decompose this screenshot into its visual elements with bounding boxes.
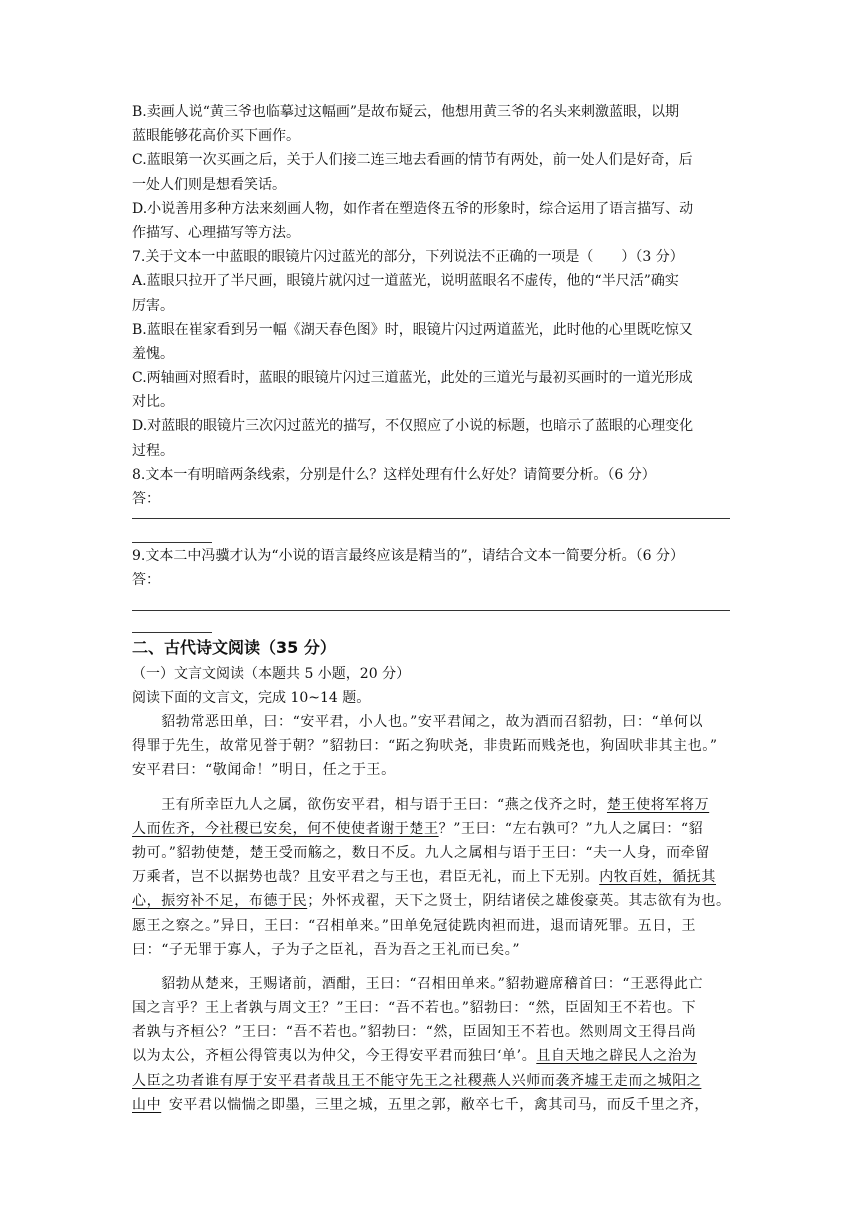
answer-line [132,542,212,543]
answer-label: 答： [132,572,160,589]
passage-line: 王有所幸臣九人之属，欲伤安平君，相与语于王曰：“燕之伐齐之时，楚王使将军将万 [132,796,710,813]
underlined-sentence: 楚王使将军将万 [606,796,710,813]
passage-line: 愿王之察之。”异日，王曰：“召相单来。”田单免冠徒跣肉袒而进，退而请死罪。五日，王 [132,917,697,934]
sub-title: （一）文言文阅读（本题共 5 小题，20 分） [132,666,411,682]
passage-line: 者孰与齐桓公？”王曰：“吾不若也。”貂勃曰：“然，臣固知王不若也。然则周文王得吕尚 [132,1024,697,1041]
question-8: 8.文本一有明暗两条线索，分别是什么？这样处理有什么好处？请简要分析。（6 分） [132,466,656,483]
option-a: A.蓝眼只拉开了半尺画，眼镜片就闪过一道蓝光，说明蓝眼名不虚传，他的“半尺活”确实 [132,273,679,290]
passage [132,710,732,1117]
text-line: D.小说善用多种方法来刻画人物，如作者在塑造佟五爷的形象时，综合运用了语言描写、动 [132,200,694,217]
passage-line: 得罪于先生，故常见誉于朝？”貂勃曰：“跖之狗吠尧，非贵跖而贱尧也，狗固吠非其主也。” [132,738,718,755]
classical-chinese-intro [132,662,732,710]
underlined-sentence: 山中 [132,1096,162,1113]
text-line: 厉害。 [132,297,174,314]
text-line: 作描写、心理描写等方法。 [132,224,300,241]
option-b: B.蓝眼在崔家看到另一幅《湖天春色图》时，眼镜片闪过两道蓝光，此时他的心里既吃惊又 [132,321,693,338]
passage-line: 万乘者，岂不以据势也哉？且安平君之与王也，君臣无礼，而上下无别。内牧百姓，循抚其 [132,869,717,886]
passage-line: 国之言乎？王上者孰与周文王？”王曰：“吾不若也。”貂勃曰：“然，臣固知王不若也。下 [132,1000,697,1017]
underlined-sentence: 人而佐齐，今社稷已安矣，何不使使者谢于楚王 [132,820,439,837]
option-c: C.两轴画对照看时，蓝眼的眼镜片闪过三道蓝光，此处的三道光与最初买画时的一道光形成 [132,370,693,387]
passage-line: 曰：“子无罪于寡人，子为子之臣礼，吾为吾之王礼而已矣。” [132,941,521,958]
underlined-sentence: 内牧百姓，循抚其 [599,869,717,886]
question-9-text: 9.文本二中冯骥才认为“小说的语言最终应该是精当的”，请结合文本一简要分析。（6 分） [132,548,685,564]
question-7: 7.关于文本一中蓝眼的眼镜片闪过蓝光的部分，下列说法不正确的一项是（ ）（3 分） [132,249,684,266]
passage-line: 以为太公，齐桓公得管夷以为仲父，今王得安平君而独曰‘单’。且自天地之辟民人之治为 [132,1048,697,1065]
answer-line [132,610,730,611]
passage-line: 山中 安平君以惴惴之即墨，三里之城，五里之郭，敝卒七千，禽其司马，而反千里之齐， [132,1096,710,1113]
answer-label: 答： [132,491,160,507]
underlined-sentence: 心，振穷补不足，布德于民 [132,893,308,910]
passage-line: 貂勃从楚来，王赐诸前，酒酣，王曰：“召相田单来。”貂勃避席稽首曰：“王恶得此亡 [132,975,704,992]
passage-line: 安平君曰：“敬闻命！”明日，任之于王。 [132,762,396,779]
option-d: D.对蓝眼的眼镜片三次闪过蓝光的描写，不仅照应了小说的标题，也暗示了蓝眼的心理变化 [132,418,694,435]
passage-line: 人而佐齐，今社稷已安矣，何不使使者谢于楚王？”王曰：“左右孰可？”九人之属曰：“貂 [132,820,704,837]
text-line: 一处人们则是想看笑话。 [132,176,286,193]
text-line: 对比。 [132,394,174,411]
text-line: 过程。 [132,442,174,459]
passage-line: 心，振穷补不足，布德于民；外怀戎翟，天下之贤士，阴结诸侯之雄俊豪英。其志欲有为也。 [132,893,731,910]
answer-line [132,518,730,519]
passage-line [132,1069,732,1093]
passage-line: 貂勃常恶田单，曰：“安平君，小人也。”安平君闻之，故为酒而召貂勃，曰：“单何以 [132,714,704,730]
text-line: B.卖画人说“黄三爷也临摹过这幅画”是故布疑云，他想用黄三爷的名头来刺激蓝眼，以期 [132,104,680,120]
question-9 [132,544,732,592]
answer-line [132,632,212,633]
text-line: 蓝眼能够花高价买下画作。 [132,128,300,145]
underlined-sentence: 人臣之功者谁有厚于安平君者哉且王不能守先王之社稷燕人兴师而袭齐墟王走而之城阳之 [132,1072,702,1089]
passage-line: 勃可。”貂勃使楚，楚王受而觞之，数日不反。九人之属相与语于王曰：“夫一人身，而牵留 [132,844,710,861]
section-title: 二、古代诗文阅读（35 分） [132,638,336,657]
instruction: 阅读下面的文言文，完成 10~14 题。 [132,690,371,707]
text-line: C.蓝眼第一次买画之后，关于人们接二连三地去看画的情节有两处，前一处人们是好奇，后 [132,152,693,169]
underlined-sentence: 且自天地之辟民人之治为 [536,1048,697,1065]
text-line: 羞愧。 [132,345,174,362]
questions-6-8 [132,100,732,511]
